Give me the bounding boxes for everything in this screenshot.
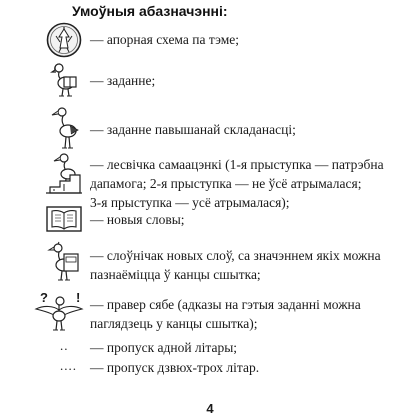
legend-description [90,155,408,212]
one-letter-gap-symbol: .. [60,338,69,353]
stork-on-steps-icon [44,153,84,195]
stork-with-book-icon [48,62,82,98]
legend-heading: Умоўныя абазначэнні: [72,3,228,19]
legend-line: — слоўнічак новых слоў, са значэннем якіх можна [90,248,381,263]
legend-line: — новыя словы; [90,212,185,227]
legend-description [90,295,408,333]
legend-line: — лесвічка самаацэнкі (1-я прыступка — патрэбна [90,157,384,172]
multi-letter-gap-symbol: .... [60,358,77,373]
legend-line: — пропуск дзвюх-трох літар. [90,360,260,375]
legend-description [90,210,408,229]
legend-description [90,358,408,377]
legend-line: 3-я прыступка — усё атрымалася); [90,195,290,210]
standing-stork-icon [50,106,80,150]
stork-reading-dictionary-icon [46,242,82,282]
legend-line: — заданне; [90,73,156,88]
legend-line: — правер сябе (адказы на гэтыя заданні можна [90,297,361,312]
legend-description [90,30,408,49]
legend-line: — пропуск адной літары; [90,340,238,355]
legend-line: пазнаёміцца ў канцы сшытка; [90,267,261,282]
legend-description [90,246,408,284]
exclamation-mark: ! [76,290,81,305]
stork-wings-spread-icon [34,296,84,332]
legend-line: — апорная схема па тэме; [90,32,240,47]
reference-scheme-stork-medallion-icon [46,22,82,58]
legend-line: паглядзець у канцы сшытка); [90,316,258,331]
legend-description [90,120,408,139]
legend-line: дапамога; 2-я прыступка — не ўсё атрымалася; [90,176,362,191]
open-book-icon [46,206,82,232]
legend-line: — заданне павышанай складанасці; [90,122,296,137]
legend-description [90,338,408,357]
page-number: 4 [206,401,214,416]
legend-description [90,71,408,90]
question-mark: ? [40,290,48,305]
